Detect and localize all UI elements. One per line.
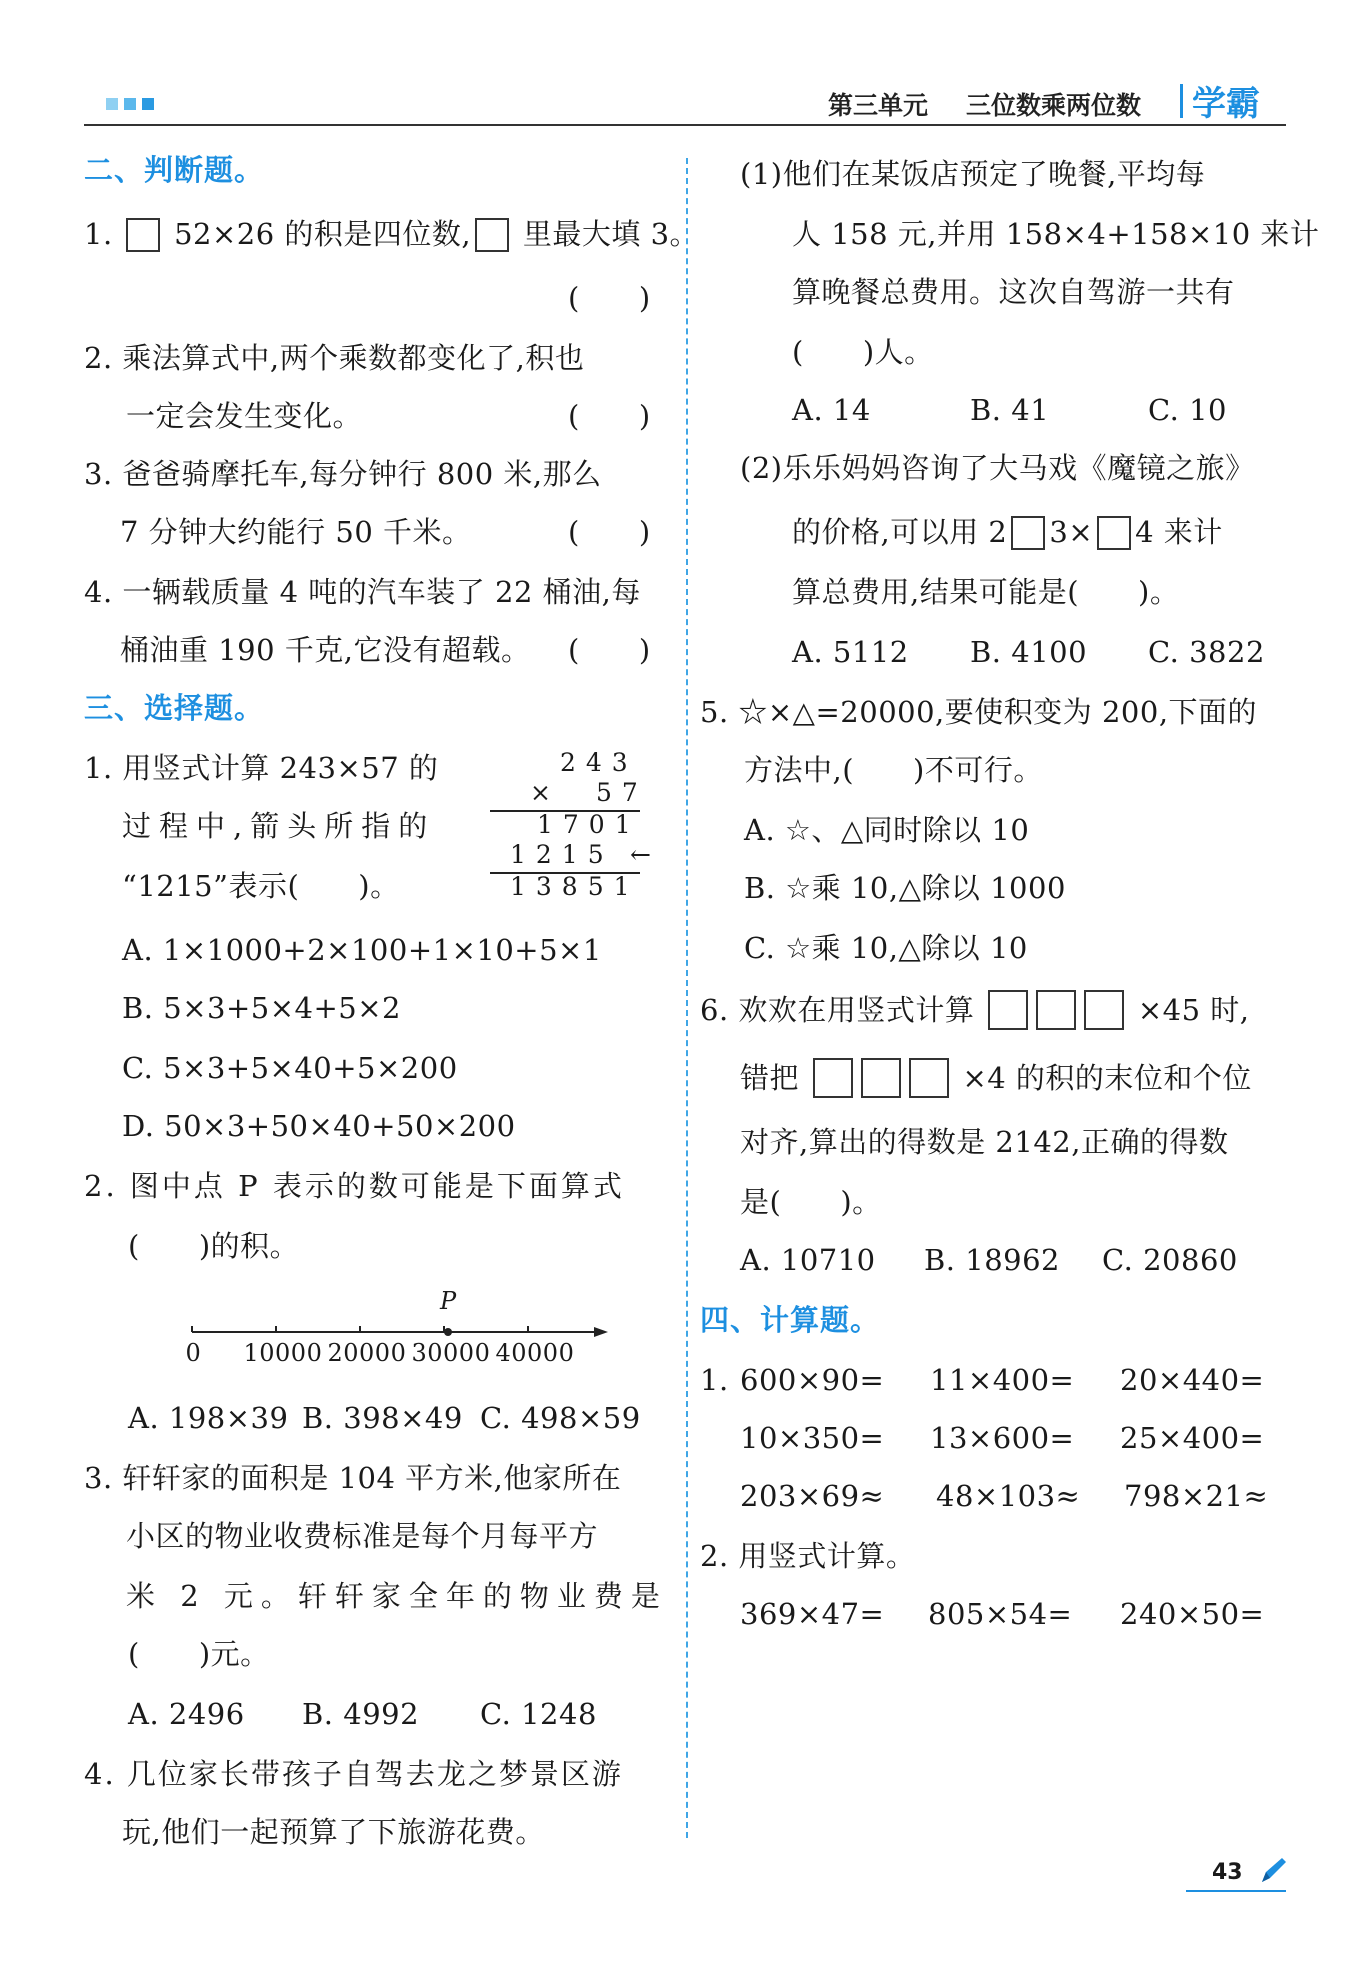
q6-line-1 <box>700 990 1249 1030</box>
calc-item: 25×400= <box>1120 1421 1265 1455</box>
judge-3-line-2: 7 分钟大约能行 50 千米。 <box>120 515 472 549</box>
q6-text-c: 错把 <box>740 1061 800 1095</box>
judge-4-line-1: 4. 一辆载质量 4 吨的汽车装了 22 桶油,每 <box>84 575 641 609</box>
judge-4-line-2: 桶油重 190 千克,它没有超载。 <box>120 633 531 667</box>
header-rule <box>84 124 1286 126</box>
choice-2-line-1: 2. 图中点 P 表示的数可能是下面算式 <box>84 1169 625 1203</box>
answer-box[interactable] <box>909 1058 949 1098</box>
vertical-row-5: 13851 <box>510 872 640 901</box>
choice-1-line-1: 1. 用竖式计算 243×57 的 <box>84 751 439 785</box>
header-bar <box>1180 84 1183 118</box>
calc-item: 600×90= <box>740 1363 885 1397</box>
number-line-label: 20000 <box>327 1339 407 1367</box>
calc-item: 203×69≈ <box>740 1479 885 1513</box>
choice-4-line-1: 4. 几位家长带孩子自驾去龙之梦景区游 <box>84 1757 623 1791</box>
choice-3-line-4: ( )元。 <box>128 1637 270 1671</box>
q4-2-line-3: 算总费用,结果可能是( )。 <box>792 575 1180 609</box>
q6-text-b: ×45 时, <box>1137 993 1250 1027</box>
q6-line-3: 对齐,算出的得数是 2142,正确的得数 <box>740 1125 1229 1159</box>
calc-item: 805×54= <box>928 1597 1073 1631</box>
header-square <box>106 98 118 110</box>
choice-2-option-b[interactable]: B. 398×49 <box>302 1401 463 1435</box>
q4-1-option-c[interactable]: C. 10 <box>1148 393 1227 427</box>
section-judgement-title: 二、判断题。 <box>84 153 265 187</box>
answer-box[interactable] <box>1036 990 1076 1030</box>
point-p <box>444 1328 452 1336</box>
choice-3-line-3: 米 2 元。轩轩家全年的物业费是 <box>126 1579 668 1613</box>
choice-3-line-1: 3. 轩轩家的面积是 104 平方米,他家所在 <box>84 1461 622 1495</box>
pencil-icon <box>1256 1854 1290 1888</box>
q5-line-2: 方法中,( )不可行。 <box>744 753 1043 787</box>
q6-line-2 <box>740 1058 1252 1098</box>
q4-2-text-c: 4 来计 <box>1135 515 1223 549</box>
page-number: 43 <box>1212 1860 1243 1885</box>
choice-2-option-a[interactable]: A. 198×39 <box>128 1401 289 1435</box>
choice-1-line-3: “1215”表示( )。 <box>122 869 400 903</box>
judge-1-paren[interactable]: ( ) <box>568 281 651 315</box>
q4-1-line-1: (1)他们在某饭店预定了晚餐,平均每 <box>740 157 1206 191</box>
header-square <box>124 98 136 110</box>
choice-3-option-c[interactable]: C. 1248 <box>480 1697 597 1731</box>
calc-item: 20×440= <box>1120 1363 1265 1397</box>
calc-item: 10×350= <box>740 1421 885 1455</box>
q5-option-b[interactable]: B. ☆乘 10,△除以 1000 <box>744 871 1066 905</box>
answer-box[interactable] <box>861 1058 901 1098</box>
footer-rule <box>1186 1890 1286 1892</box>
q5-option-c[interactable]: C. ☆乘 10,△除以 10 <box>744 931 1028 965</box>
arrow-icon: ← <box>630 840 651 869</box>
vertical-row-3: 1701 <box>537 810 641 839</box>
q4-2-line-2 <box>792 512 1223 552</box>
answer-box[interactable] <box>1084 990 1124 1030</box>
vertical-row-2: × 57 <box>530 778 648 807</box>
header-unit: 第三单元 <box>828 91 929 120</box>
calc-item: 13×600= <box>930 1421 1075 1455</box>
number-line-label: 0 <box>185 1339 202 1367</box>
section-choice-title: 三、选择题。 <box>84 691 265 725</box>
q6-option-a[interactable]: A. 10710 <box>740 1243 876 1277</box>
q4-1-line-3: 算晚餐总费用。这次自驾游一共有 <box>792 275 1235 309</box>
q4-2-line-1: (2)乐乐妈妈咨询了大马戏《魔镜之旅》 <box>740 451 1255 485</box>
answer-box[interactable] <box>1011 516 1045 550</box>
choice-2-line-2: ( )的积。 <box>128 1229 300 1263</box>
answer-box[interactable] <box>126 218 160 252</box>
q4-1-line-4: ( )人。 <box>792 335 934 369</box>
choice-3-option-a[interactable]: A. 2496 <box>128 1697 245 1731</box>
judge-3-line-1: 3. 爸爸骑摩托车,每分钟行 800 米,那么 <box>84 457 602 491</box>
judge-1 <box>84 214 699 254</box>
answer-box[interactable] <box>475 218 509 252</box>
q4-2-text-b: 3× <box>1049 515 1094 549</box>
judge-1-number: 1. <box>84 217 113 251</box>
choice-1-option-d[interactable]: D. 50×3+50×40+50×200 <box>122 1109 516 1143</box>
q6-text-d: ×4 的积的末位和个位 <box>962 1061 1252 1095</box>
q4-2-option-a[interactable]: A. 5112 <box>792 635 909 669</box>
number-line-label: 40000 <box>495 1339 575 1367</box>
choice-3-option-b[interactable]: B. 4992 <box>302 1697 420 1731</box>
q4-2-option-c[interactable]: C. 3822 <box>1148 635 1265 669</box>
answer-box[interactable] <box>1097 516 1131 550</box>
calc-item: 240×50= <box>1120 1597 1265 1631</box>
calc-2-title: 2. 用竖式计算。 <box>700 1539 916 1573</box>
vertical-row-4: 1215 <box>510 840 614 869</box>
choice-4-line-2: 玩,他们一起预算了下旅游花费。 <box>122 1815 545 1849</box>
choice-1-option-b[interactable]: B. 5×3+5×4+5×2 <box>122 991 401 1025</box>
calc-item: 798×21≈ <box>1124 1479 1269 1513</box>
q4-2-option-b[interactable]: B. 4100 <box>970 635 1088 669</box>
point-p-label: P <box>440 1287 457 1315</box>
judge-3-paren[interactable]: ( ) <box>568 515 651 549</box>
column-divider <box>686 158 688 1838</box>
number-line-label: 10000 <box>243 1339 323 1367</box>
judge-2-line-2: 一定会发生变化。 <box>126 399 363 433</box>
q6-option-c[interactable]: C. 20860 <box>1102 1243 1238 1277</box>
q5-line-1: 5. ☆×△=20000,要使积变为 200,下面的 <box>700 695 1258 729</box>
q6-text-a: 6. 欢欢在用竖式计算 <box>700 993 975 1027</box>
choice-1-option-c[interactable]: C. 5×3+5×40+5×200 <box>122 1051 458 1085</box>
q4-2-text-a: 的价格,可以用 2 <box>792 515 1008 549</box>
q6-line-4: 是( )。 <box>740 1185 882 1219</box>
judge-2-paren[interactable]: ( ) <box>568 399 651 433</box>
choice-2-option-c[interactable]: C. 498×59 <box>480 1401 641 1435</box>
judge-1-text-a: 52×26 的积是四位数, <box>174 217 472 251</box>
calc-item: 369×47= <box>740 1597 885 1631</box>
q6-option-b[interactable]: B. 18962 <box>924 1243 1061 1277</box>
choice-1-option-a[interactable]: A. 1×1000+2×100+1×10+5×1 <box>122 933 602 967</box>
calc-item: 48×103≈ <box>936 1479 1081 1513</box>
section-calc-title: 四、计算题。 <box>700 1303 881 1337</box>
calc-item: 11×400= <box>930 1363 1075 1397</box>
judge-2-line-1: 2. 乘法算式中,两个乘数都变化了,积也 <box>84 341 585 375</box>
q4-1-line-2: 人 158 元,并用 158×4+158×10 来计 <box>792 217 1320 251</box>
header-topic: 三位数乘两位数 <box>966 91 1142 120</box>
number-line-label: 30000 <box>411 1339 491 1367</box>
brand-logo: 学霸 <box>1192 84 1260 124</box>
judge-4-paren[interactable]: ( ) <box>568 633 651 667</box>
judge-1-text-b: 里最大填 3。 <box>522 217 700 251</box>
answer-box[interactable] <box>813 1058 853 1098</box>
vertical-row-1: 243 <box>560 748 638 777</box>
choice-1-line-2: 过程中,箭头所指的 <box>122 809 436 843</box>
q4-1-option-b[interactable]: B. 41 <box>970 393 1050 427</box>
q4-1-option-a[interactable]: A. 14 <box>792 393 871 427</box>
calc-1-number: 1. <box>700 1363 729 1397</box>
answer-box[interactable] <box>988 990 1028 1030</box>
choice-3-line-2: 小区的物业收费标准是每个月每平方 <box>126 1519 599 1553</box>
q5-option-a[interactable]: A. ☆、△同时除以 10 <box>744 813 1030 847</box>
header-square <box>142 98 154 110</box>
